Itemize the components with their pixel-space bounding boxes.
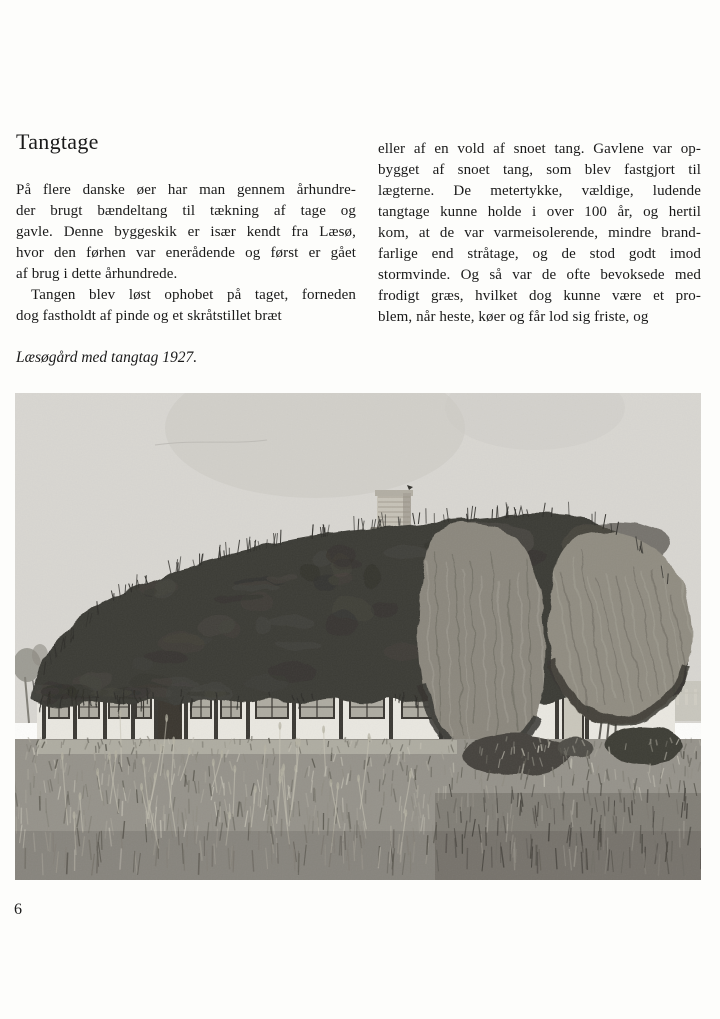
text-line: lægterne. De metertykke, vældige, ludende [378,183,701,199]
text-line: af brug i dette århundrede. [16,266,178,282]
photograph [15,393,701,880]
text-line: kom, at de var varmeisolerende, mindre brand- [378,225,701,241]
text-column-left [16,180,356,327]
text-line: dog fastholdt af pinde og et skråtstillet bræt [16,308,282,324]
text-line: der brugt bændeltang til tækning af tage og [16,203,356,219]
text-line: hvor den førhen var enerådende og først er gået [16,245,356,261]
text-line: bygget af snoet tang, som blev fastgjort til [378,162,701,178]
text-line: eller af en vold af snoet tang. Gavlene var op- [378,141,701,157]
text-line: frodigt græs, hvilket dog kunne være et pro- [378,288,701,304]
film-grain [15,393,701,880]
text-line: blem, når heste, køer og får lod sig friste, og [378,309,649,325]
text-line: På flere danske øer har man gennem århundre- [16,182,356,198]
page-number: 6 [14,901,22,918]
text-line: stormvinde. Og så var de ofte bevoksede med [378,267,701,283]
text-line: tangtage kunne holde i over 100 år, og hertil [378,204,701,220]
photo-caption: Læsøgård med tangtag 1927. [16,349,198,366]
text-column-right [378,139,701,328]
text-line: farlige end stråtage, og de stod godt imod [378,246,701,262]
text-line: gavle. Denne byggeskik er især kendt fra Læsø, [16,224,356,240]
text-line: Tangen blev løst ophobet på taget, forneden [31,287,356,303]
article-title: Tangtage [16,129,99,154]
